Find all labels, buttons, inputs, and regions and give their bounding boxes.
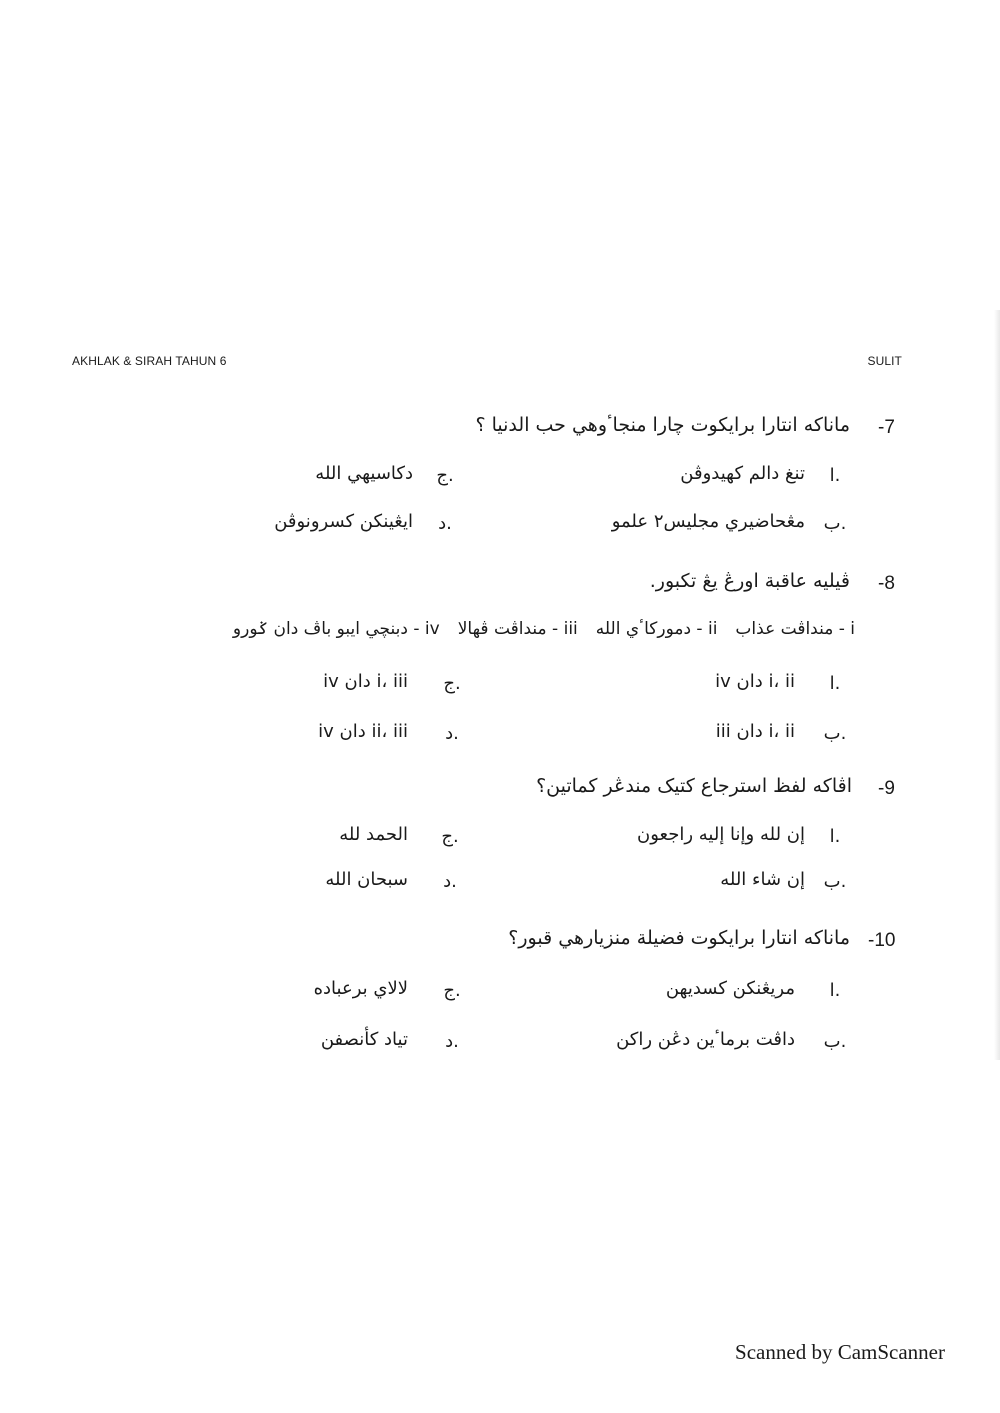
question-9-option-c: الحمد لله xyxy=(339,824,408,845)
question-10-option-c: لالاي برعباده xyxy=(313,978,408,999)
question-9-option-b-mark: ب. xyxy=(823,871,847,892)
question-8-option-b-mark: ب. xyxy=(823,723,847,744)
question-10-option-c-mark: ج. xyxy=(443,980,461,1001)
question-8-option-c: i، iii دان iv xyxy=(323,671,408,692)
question-9-option-a: إن لله وإنا إليه راجعون xyxy=(637,824,805,845)
question-8-text: ڤيليه عاقبة اورڠ يڠ تكبور. xyxy=(649,570,850,592)
question-9-option-d-mark: د. xyxy=(443,871,457,892)
question-9-option-c-mark: ج. xyxy=(441,826,459,847)
question-7-number: -7 xyxy=(878,417,895,438)
question-9-number: -9 xyxy=(878,778,895,799)
question-10-option-a: مريڠنكن كسديهن xyxy=(665,978,795,999)
question-9-option-b: إن شاء الله xyxy=(720,869,805,890)
question-7-option-d-mark: د. xyxy=(438,513,452,534)
question-8-option-d-mark: د. xyxy=(445,723,459,744)
question-9-option-a-mark: ا. xyxy=(829,826,841,847)
question-10-option-b-mark: ب. xyxy=(823,1031,847,1052)
question-8-option-a-mark: ا. xyxy=(829,673,841,694)
question-7-option-d: ايڠينكن كسرونوڤن xyxy=(274,511,413,532)
question-7-option-b: مڠحاضيري مجليس٢ علمو xyxy=(611,511,805,532)
question-8-number: -8 xyxy=(878,573,895,594)
statement-ii: ii - دموركاٴي الله xyxy=(595,619,718,639)
question-7-option-b-mark: ب. xyxy=(823,513,847,534)
question-10-option-b: داڤت برماٴين دڠن راكن xyxy=(616,1029,795,1050)
question-8-statements xyxy=(215,618,855,639)
question-9-text: اڤاكه لفظ استرجاع كتيک مندڠر كماتين؟ xyxy=(536,775,852,797)
statement-i: i - منداڤت عذاب xyxy=(735,619,855,639)
question-8-option-b: i، ii دان iii xyxy=(715,721,795,742)
question-8-option-a: i، ii دان iv xyxy=(715,671,795,692)
header-classification: SULIT xyxy=(867,354,902,368)
question-8-option-c-mark: ج. xyxy=(443,673,461,694)
question-7-option-c: دكاسيهي الله xyxy=(315,463,413,484)
question-7-text: ماناكه انتارا برايكوت چارا منجاٴوهي حب الدنيا ؟ xyxy=(475,414,850,436)
question-8-option-d: ii، iii دان iv xyxy=(318,721,408,742)
question-10-option-a-mark: ا. xyxy=(829,980,841,1001)
question-7-option-a: تنغ دالم كهيدوڤن xyxy=(680,463,805,484)
question-7-option-c-mark: ج. xyxy=(436,465,454,486)
statement-iii: iii - منداڤت ڤهالا xyxy=(457,619,578,639)
question-10-text: ماناكه انتارا برايكوت فضيلة منزيارهي قبور؟ xyxy=(508,927,850,949)
statement-iv: iv - دبنچي ايبو باڤ دان ݢورو xyxy=(232,619,440,639)
question-10-number: -10 xyxy=(868,930,896,951)
scanner-watermark: Scanned by CamScanner xyxy=(735,1340,945,1364)
question-7-option-a-mark: ا. xyxy=(829,465,841,486)
question-10-option-d: تياد كأنصفن xyxy=(320,1029,408,1050)
question-9-option-d: سبحان الله xyxy=(325,869,408,890)
scan-page-edge-shadow xyxy=(994,310,1000,1060)
question-10-option-d-mark: د. xyxy=(445,1031,459,1052)
header-subject: AKHLAK & SIRAH TAHUN 6 xyxy=(72,354,227,368)
